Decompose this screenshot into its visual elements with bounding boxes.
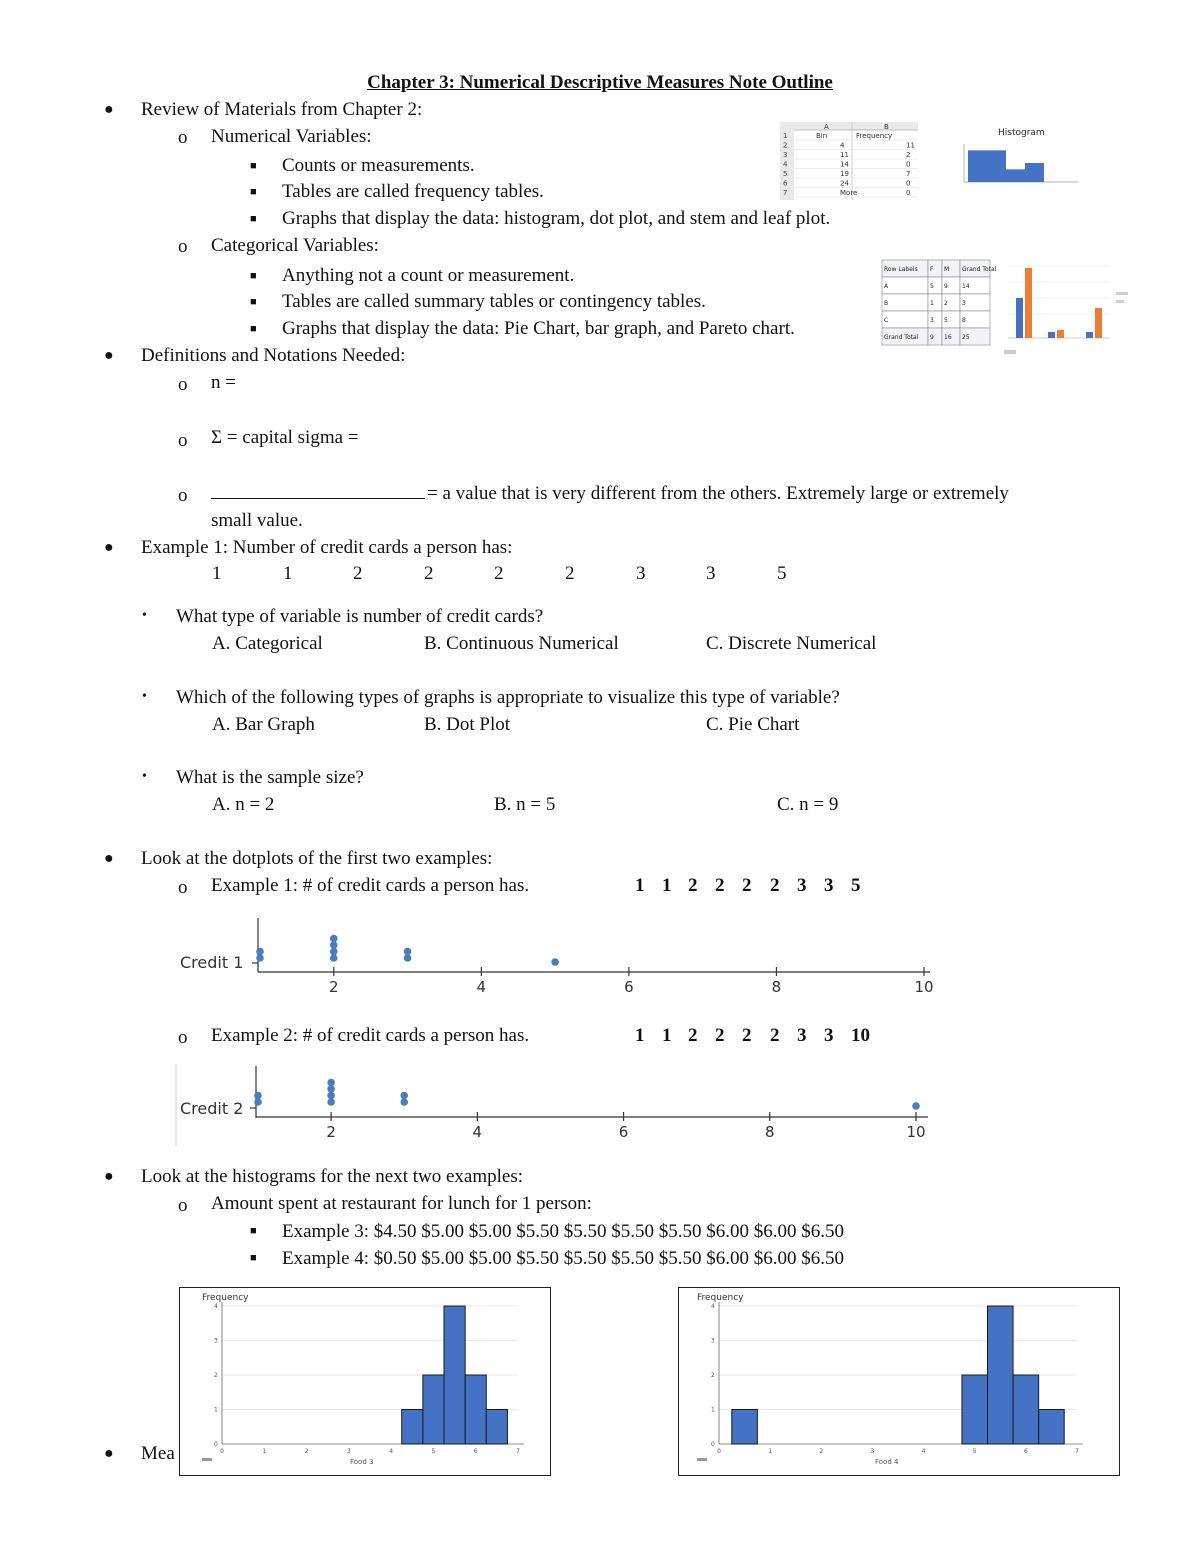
col-b-header: B — [884, 123, 889, 131]
dotplot-credit-1 — [170, 910, 950, 1000]
definition-outlier: = a value that is very different from the others. Extremely large or extremely — [427, 483, 1009, 504]
pivot-cell-text: C — [884, 317, 889, 324]
definition-n: n = — [211, 372, 236, 393]
pivot-cell-text: 1 — [930, 300, 934, 307]
question-2-option-c[interactable]: C. Pie Chart — [706, 714, 800, 735]
square-bullet: ■ — [250, 1252, 257, 1264]
review-heading: Review of Materials from Chapter 2: — [141, 99, 423, 120]
ft-cell-b: 11 — [906, 141, 915, 150]
dotplot-dot — [254, 1092, 262, 1100]
categorical-label: Categorical Variables: — [211, 235, 379, 256]
pivot-cell-text: 16 — [944, 334, 952, 341]
square-bullet: ■ — [250, 270, 257, 282]
last-bullet-text: Mea — [141, 1443, 175, 1464]
question-2-option-a[interactable]: A. Bar Graph — [212, 714, 315, 735]
frequency-table-thumbnail — [780, 122, 918, 200]
hist-x-tick-label: 7 — [516, 1448, 520, 1455]
dotplot-tick-label: 2 — [329, 978, 339, 996]
bullet: ● — [104, 1168, 114, 1185]
pivot-cell-text: 3 — [962, 300, 966, 307]
pivot-cell-text: 5 — [944, 317, 948, 324]
bullet: ● — [104, 1445, 114, 1462]
hist-bar — [988, 1306, 1014, 1444]
ft-cell-b: 0 — [906, 160, 911, 169]
ft-cell-a: 4 — [840, 141, 845, 150]
ex2-value: 2 — [770, 1025, 780, 1046]
col-a-header: A — [824, 123, 829, 131]
hist-x-tick-label: 0 — [717, 1448, 721, 1455]
pivot-table-thumbnail — [880, 258, 997, 344]
example1-value: 2 — [565, 563, 575, 584]
dotplot-tick-label: 4 — [472, 1123, 483, 1141]
bar-chart-thumbnail — [1000, 256, 1140, 358]
hist-x-tick-label: 3 — [870, 1448, 875, 1455]
hist-x-tick-label: 2 — [819, 1448, 824, 1455]
bullet: ● — [104, 539, 114, 556]
question-1-option-b[interactable]: B. Continuous Numerical — [424, 633, 619, 654]
definition-outlier-cont: small value. — [211, 510, 303, 531]
hist-bar — [1039, 1410, 1065, 1445]
question-1-option-c[interactable]: C. Discrete Numerical — [706, 633, 877, 654]
dotplot-tick-label: 6 — [624, 978, 634, 996]
ex2-value: 2 — [688, 1025, 698, 1046]
bullet: ● — [104, 347, 114, 364]
pivot-cell-text: 3 — [930, 317, 934, 324]
numerical-item-2: Tables are called frequency tables. — [282, 181, 544, 202]
histogram-3-ylabel: Frequency — [202, 1293, 249, 1303]
histogram-3-svg — [180, 1288, 550, 1475]
question-3-option-c[interactable]: C. n = 9 — [777, 794, 839, 815]
question-bullet: • — [142, 769, 147, 784]
question-2: Which of the following types of graphs is appropriate to visualize this type of variable? — [176, 687, 840, 708]
hist-y-tick-label: 1 — [711, 1406, 715, 1414]
hist-y-tick-label: 0 — [214, 1441, 218, 1448]
ex1-value: 1 — [635, 875, 645, 896]
ex2-value: 3 — [797, 1025, 807, 1046]
hist-x-tick-label: 6 — [1023, 1448, 1028, 1455]
dotplot-tick-label: 10 — [906, 1123, 926, 1141]
question-bullet: • — [142, 689, 147, 704]
dotplot-dot — [330, 941, 338, 949]
hist-thumb-bar — [1006, 169, 1025, 182]
pivot-cell-text: A — [884, 283, 889, 290]
dotplot-tick-label: 4 — [476, 978, 487, 996]
sub-bullet: o — [178, 1195, 188, 1216]
ft-row-num: 3 — [783, 151, 788, 159]
ex2-value: 3 — [824, 1025, 834, 1046]
histogram-example-3 — [179, 1287, 551, 1476]
ft-row-num: 7 — [783, 189, 788, 197]
histograms-heading: Look at the histograms for the next two examples: — [141, 1166, 524, 1187]
ft-cell-b: 7 — [906, 170, 911, 178]
hist-bar — [444, 1306, 465, 1444]
example1-heading: Example 1: Number of credit cards a person has: — [141, 537, 513, 558]
dotplot-tick-label: 6 — [618, 1123, 629, 1141]
numerical-label: Numerical Variables: — [211, 126, 372, 147]
dotplot-dot — [551, 958, 559, 966]
question-2-option-b[interactable]: B. Dot Plot — [424, 714, 511, 735]
definition-sigma: Σ = capital sigma = — [211, 427, 359, 448]
hist-y-tick-label: 2 — [214, 1372, 218, 1379]
histogram-3-xlabel: Food 3 — [350, 1458, 374, 1466]
ex1-value: 3 — [797, 875, 807, 896]
ft-row-num: 1 — [783, 132, 788, 140]
ex1-value: 3 — [824, 875, 834, 896]
histogram-4-svg — [679, 1288, 1119, 1475]
question-1-option-a[interactable]: A. Categorical — [212, 633, 323, 654]
question-1: What type of variable is number of credit cards? — [176, 606, 544, 627]
ex2-value: 1 — [635, 1025, 645, 1046]
dotplot-dot — [327, 1085, 335, 1093]
pivot-cell — [882, 294, 928, 311]
square-bullet: ■ — [250, 186, 257, 198]
hist-x-tick-label: 4 — [389, 1448, 394, 1455]
square-bullet: ■ — [250, 323, 257, 335]
example1-value: 1 — [283, 563, 293, 584]
histogram-4-ylabel: Frequency — [697, 1293, 744, 1303]
hist-x-tick-label: 3 — [346, 1448, 351, 1455]
ex1-value: 2 — [715, 875, 725, 896]
dotplot-tick-label: 8 — [771, 978, 782, 996]
bullet: ● — [104, 850, 114, 867]
hist-y-tick-label: 4 — [711, 1303, 715, 1310]
pivot-cell-text: F — [930, 266, 934, 273]
pivot-cell-text: 9 — [930, 334, 934, 341]
example1-value: 2 — [494, 563, 504, 584]
definitions-heading: Definitions and Notations Needed: — [141, 345, 406, 366]
hist-bar — [486, 1410, 507, 1445]
example1-value: 5 — [777, 563, 787, 584]
hist-x-tick-label: 4 — [921, 1448, 926, 1455]
dotplot-dot — [330, 954, 338, 962]
ft-row-num: 2 — [783, 141, 788, 150]
ft-cell-b: 0 — [906, 179, 911, 188]
ft-cell-b: Frequency — [856, 132, 893, 140]
ft-row-num: 6 — [783, 179, 788, 188]
bar-thumb-blue — [1086, 332, 1093, 338]
example1-value: 2 — [424, 563, 434, 584]
dotplot-ex1-label: Example 1: # of credit cards a person has. — [211, 875, 530, 896]
sub-bullet: o — [178, 236, 188, 257]
hist-thumb-bar — [987, 150, 1006, 182]
ft-cell-b: 2 — [906, 151, 911, 159]
pivot-cell-text: 9 — [944, 283, 948, 290]
bar-thumb-orange — [1025, 268, 1032, 338]
ex1-value: 2 — [770, 875, 780, 896]
pivot-cell — [882, 277, 928, 294]
ft-cell-a: 24 — [840, 179, 849, 188]
page-title: Chapter 3: Numerical Descriptive Measures Note Outline — [367, 72, 833, 93]
pivot-cell-text: Grand Total — [884, 334, 919, 341]
sub-bullet: o — [178, 877, 188, 898]
pivot-cell-text: 14 — [962, 283, 970, 290]
dotplot-credit-2 — [170, 1060, 950, 1150]
example4-values: Example 4: $0.50 $5.00 $5.00 $5.50 $5.50 $5.50 $5.50 $6.00 $6.00 $6.50 — [282, 1248, 845, 1269]
dotplot-dot — [400, 1092, 408, 1100]
question-3-option-b[interactable]: B. n = 5 — [494, 794, 556, 815]
sub-bullet: o — [178, 1027, 188, 1048]
hist-y-tick-label: 3 — [711, 1337, 715, 1345]
hist-bar — [465, 1375, 486, 1444]
hist-bar — [402, 1410, 423, 1445]
pivot-cell-text: Row Labels — [884, 266, 918, 273]
ft-cell-a: 11 — [840, 151, 849, 159]
square-bullet: ■ — [250, 1225, 257, 1237]
ft-cell-a: 19 — [840, 170, 849, 178]
square-bullet: ■ — [250, 160, 257, 172]
bar-thumb-blue — [1016, 298, 1023, 338]
ft-cell-a: Bin — [816, 132, 828, 140]
dotplot-tick-label: 10 — [914, 978, 934, 996]
dotplot-dot — [254, 1098, 262, 1106]
hist-bar — [423, 1375, 444, 1444]
dotplots-heading: Look at the dotplots of the first two examples: — [141, 848, 493, 869]
blank-fill-line[interactable] — [211, 482, 425, 499]
pivot-cell-text: 8 — [962, 317, 966, 324]
hist-x-tick-label: 2 — [304, 1448, 309, 1455]
numerical-item-3: Graphs that display the data: histogram, dot plot, and stem and leaf plot. — [282, 208, 831, 229]
dotplot-dot — [404, 954, 412, 962]
ft-row-num: 5 — [783, 170, 788, 178]
histogram-4-xlabel: Food 4 — [875, 1458, 899, 1466]
hist-x-tick-label: 7 — [1075, 1448, 1079, 1455]
pivot-cell-text: 5 — [930, 283, 934, 290]
histogram-thumbnail — [950, 122, 1090, 200]
hist-bar — [732, 1410, 758, 1445]
bar-thumb-orange — [1057, 330, 1064, 338]
pivot-cell-text: M — [944, 266, 950, 273]
hist-y-tick-label: 1 — [214, 1406, 218, 1414]
example1-value: 3 — [636, 563, 646, 584]
bullet: ● — [104, 101, 114, 118]
definition-outlier-line — [211, 482, 1009, 505]
dotplot-dot — [256, 954, 264, 962]
hist-x-tick-label: 0 — [220, 1448, 224, 1455]
example1-value: 1 — [212, 563, 222, 584]
ex2-value: 2 — [742, 1025, 752, 1046]
bar-thumb-orange — [1095, 308, 1102, 338]
hist-y-tick-label: 2 — [711, 1372, 715, 1379]
ex1-value: 5 — [851, 875, 861, 896]
question-bullet: • — [142, 608, 147, 623]
example3-values: Example 3: $4.50 $5.00 $5.00 $5.50 $5.50 $5.50 $5.50 $6.00 $6.00 $6.50 — [282, 1221, 845, 1242]
hist-thumb-bar — [1025, 163, 1044, 182]
dotplot-tick-label: 2 — [326, 1123, 336, 1141]
numerical-item-1: Counts or measurements. — [282, 155, 475, 176]
dotplot-dot — [330, 948, 338, 956]
dotplot-dot — [404, 948, 412, 956]
categorical-item-1: Anything not a count or measurement. — [282, 265, 575, 286]
ex2-value: 10 — [851, 1025, 870, 1046]
hist-y-tick-label: 4 — [214, 1303, 218, 1310]
dotplot-tick-label: 8 — [765, 1123, 775, 1141]
dotplot-2-ylabel: Credit 2 — [180, 1099, 244, 1118]
ft-row-num: 4 — [783, 160, 788, 169]
pivot-cell-text: 2 — [944, 300, 948, 307]
hist-x-tick-label: 1 — [768, 1448, 773, 1455]
pivot-cell-text: Grand Total — [962, 266, 997, 273]
sub-bullet: o — [178, 430, 188, 451]
hist-x-tick-label: 1 — [262, 1448, 267, 1455]
pivot-cell-text: 25 — [962, 334, 970, 341]
dotplot-dot — [327, 1092, 335, 1100]
question-3: What is the sample size? — [176, 767, 364, 788]
dotplot-dot — [256, 948, 264, 956]
categorical-item-3: Graphs that display the data: Pie Chart, bar graph, and Pareto chart. — [282, 318, 795, 339]
ex1-value: 1 — [662, 875, 672, 896]
pivot-cell — [882, 311, 928, 328]
ex1-value: 2 — [688, 875, 698, 896]
ft-cell-a: More — [840, 189, 858, 197]
histograms-sub: Amount spent at restaurant for lunch for 1 person: — [211, 1193, 592, 1214]
hist-y-tick-label: 0 — [711, 1441, 715, 1448]
dotplot-dot — [912, 1102, 920, 1110]
square-bullet: ■ — [250, 213, 257, 225]
ex2-value: 2 — [715, 1025, 725, 1046]
sub-bullet: o — [178, 127, 188, 148]
bar-thumb-blue — [1048, 332, 1055, 338]
hist-x-tick-label: 6 — [473, 1448, 478, 1455]
square-bullet: ■ — [250, 296, 257, 308]
dotplot-ex2-label: Example 2: # of credit cards a person has. — [211, 1025, 530, 1046]
ex1-value: 2 — [742, 875, 752, 896]
hist-x-tick-label: 5 — [972, 1448, 977, 1455]
hist-y-tick-label: 3 — [214, 1337, 218, 1345]
histogram-thumb-title: Histogram — [998, 128, 1045, 138]
histogram-example-4 — [678, 1287, 1120, 1476]
dotplot-dot — [327, 1098, 335, 1106]
dotplot-dot — [330, 935, 338, 943]
dotplot-1-ylabel: Credit 1 — [180, 953, 244, 972]
ex2-value: 1 — [662, 1025, 672, 1046]
hist-thumb-bar — [968, 150, 987, 182]
dotplot-dot — [400, 1098, 408, 1106]
pivot-cell-text: B — [884, 300, 889, 307]
example1-value: 3 — [706, 563, 716, 584]
sub-bullet: o — [178, 374, 188, 395]
hist-x-tick-label: 5 — [431, 1448, 436, 1455]
dotplot-dot — [327, 1079, 335, 1087]
question-3-option-a[interactable]: A. n = 2 — [212, 794, 275, 815]
example1-value: 2 — [353, 563, 363, 584]
categorical-item-2: Tables are called summary tables or contingency tables. — [282, 291, 706, 312]
sub-bullet: o — [178, 485, 188, 506]
ft-cell-a: 14 — [840, 160, 849, 169]
ft-cell-b: 0 — [906, 189, 911, 197]
hist-bar — [962, 1375, 988, 1444]
hist-bar — [1013, 1375, 1039, 1444]
